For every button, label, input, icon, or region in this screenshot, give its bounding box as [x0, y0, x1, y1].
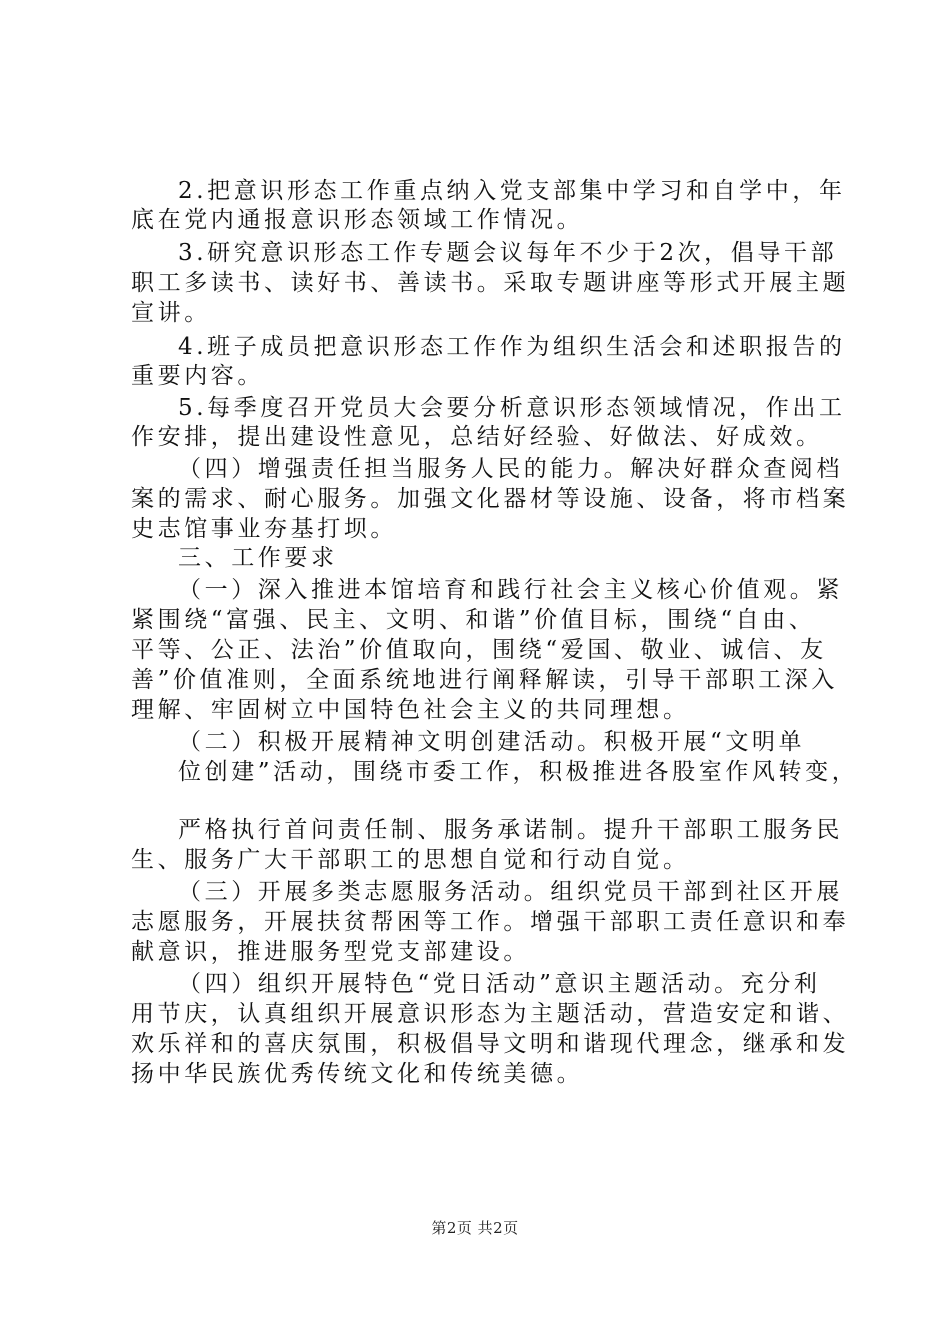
text-line: （二）积极开展精神文明创建活动。积极开展“文明单 [178, 729, 806, 755]
text-line: 宣讲。 [131, 300, 211, 326]
text-line: 献意识，推进服务型党支部建设。 [131, 939, 530, 965]
text-line: 案的需求、耐心服务。加强文化器材等设施、设备，将市档案 [131, 486, 850, 512]
text-line: 3.研究意识形态工作专题会议每年不少于2次，倡导干部 [178, 240, 838, 266]
text-line: 善”价值准则，全面系统地进行阐释解读，引导干部职工深入 [131, 667, 838, 693]
text-line: 重要内容。 [131, 363, 264, 389]
text-line: 职工多读书、读好书、善读书。采取专题讲座等形式开展主题 [131, 270, 850, 296]
text-line: 用节庆，认真组织开展意识形态为主题活动，营造安定和谐、 [131, 1001, 850, 1027]
text-line: 平等、公正、法治”价值取向，围绕“爱国、敬业、诚信、友 [131, 637, 827, 663]
text-line: 紧围绕“富强、民主、文明、和谐”价值目标，围绕“自由、 [131, 607, 816, 633]
text-line: 位创建”活动，围绕市委工作，积极推进各股室作风转变， [178, 759, 859, 785]
text-line: 理解、牢固树立中国特色社会主义的共同理想。 [131, 697, 690, 723]
text-line: 作安排，提出建设性意见，总结好经验、好做法、好成效。 [131, 424, 823, 450]
text-line: （一）深入推进本馆培育和践行社会主义核心价值观。紧 [178, 577, 843, 603]
text-line: 欢乐祥和的喜庆氛围，积极倡导文明和谐现代理念，继承和发 [131, 1031, 850, 1057]
text-line: （三）开展多类志愿服务活动。组织党员干部到社区开展 [178, 879, 843, 905]
text-line: 2.把意识形态工作重点纳入党支部集中学习和自学中，年 [178, 178, 846, 204]
text-line: 5.每季度召开党员大会要分析意识形态领域情况，作出工 [178, 395, 846, 421]
section-heading: 三、工作要求 [178, 545, 338, 571]
text-line: 底在党内通报意识形态领域工作情况。 [131, 207, 584, 233]
text-line: 扬中华民族优秀传统文化和传统美德。 [131, 1061, 584, 1087]
text-line: 4.班子成员把意识形态工作作为组织生活会和述职报告的 [178, 334, 846, 360]
text-line: （四）增强责任担当服务人民的能力。解决好群众查阅档 [178, 456, 843, 482]
text-line: 志愿服务，开展扶贫帮困等工作。增强干部职工责任意识和奉 [131, 909, 850, 935]
text-line: 史志馆事业夯基打坝。 [131, 516, 397, 542]
text-line: （四）组织开展特色“党日活动”意识主题活动。充分利 [178, 971, 821, 997]
text-line: 严格执行首问责任制、服务承诺制。提升干部职工服务民 [178, 817, 843, 843]
page-footer: 第2页 共2页 [431, 1219, 519, 1237]
text-line: 生、服务广大干部职工的思想自觉和行动自觉。 [131, 847, 690, 873]
